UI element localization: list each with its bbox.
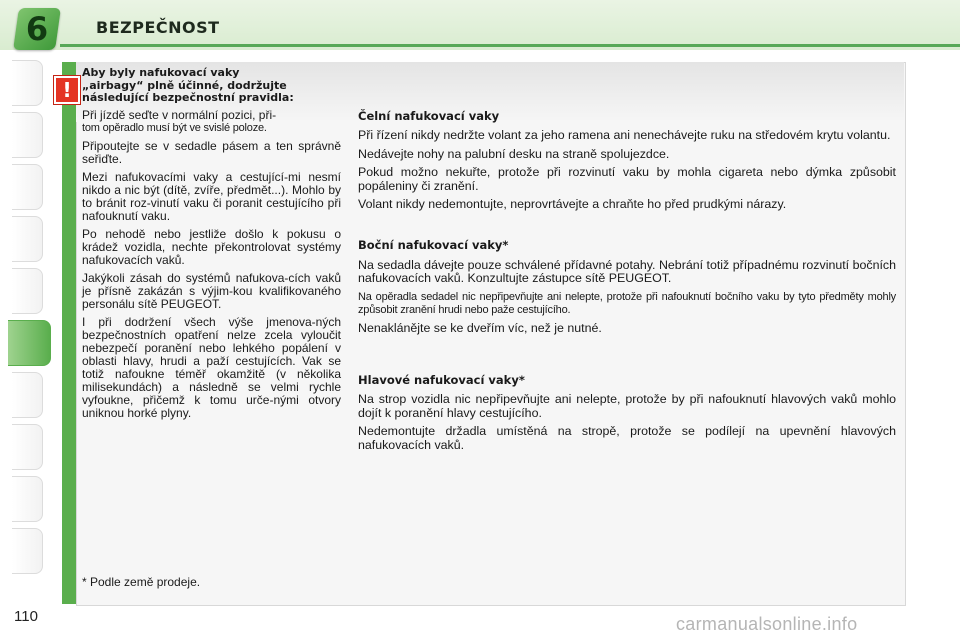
chapter-tab[interactable] [12,476,43,522]
rule-paragraph: Při jízdě seďte v normální pozici, při- [82,107,277,122]
safety-rules-title: Aby byly nafukovací vaky „airbagy“ plně účinné, dodržujte následující bezpečnostní pravidla: [82,66,294,104]
chapter-tab[interactable] [12,528,43,574]
chapter-tab[interactable] [12,372,43,418]
airbag-sections-column [358,110,896,457]
chapter-number: 6 [25,10,49,48]
chapter-title: BEZPEČNOST [96,18,220,37]
curtain-paragraph: Na strop vozidla nic nepřipevňujte ani nelepte, protože by při nafouknutí hlavových vaků mohlo dojít k poranění hlavy cestujícího. [358,392,896,420]
rule-paragraph: Jakýkoli zásah do systémů nafukova-cích vaků je přísně zakázán s výjim-kou kvalifikovaného personálu sítě PEUGEOT. [82,270,341,311]
side-paragraph: Na sedadla dávejte pouze schválené přídavné potahy. Nebrání totiž případnému rozvinutí bočních nafukovacích vaků. Konzultujte zástupce sítě PEUGEOT. [358,257,896,286]
chapter-tab[interactable] [12,268,43,314]
curtain-airbags-heading: Hlavové nafukovací vaky* [358,372,525,387]
rule-paragraph: Mezi nafukovacími vaky a cestující-mi nesmí nikdo a nic být (dítě, zvíře, předmět...). Mohlo by to bránit roz-vinutí vaku či poranit cestujícího při nafouknutí vaku. [82,169,341,223]
front-paragraph: Při řízení nikdy nedržte volant za jeho ramena ani nenechávejte ruku na středovém krytu volantu. [358,128,891,143]
front-paragraph: Pokud možno nekuřte, protože při rozvinutí vaku by mohla cigareta nebo dýmka způsobit popáleniny či zranění. [358,165,896,193]
chapter-tab[interactable] [12,216,43,262]
side-paragraph: Nenaklánějte se ke dveřím víc, než je nutné. [358,321,602,336]
chapter-tab-active[interactable] [8,320,51,366]
rule-paragraph: Po nehodě nebo jestliže došlo k pokusu o krádež vozidla, nechte překontrolovat systémy nafukovacích vaků. [82,226,341,267]
chapter-tab[interactable] [12,164,43,210]
rule-paragraph: Připoutejte se v sedadle pásem a ten správně seřiďte. [82,138,341,166]
header-divider [60,44,960,47]
chapter-tabs [12,60,46,580]
curtain-paragraph: Nedemontujte držadla umístěná na stropě, protože se podílejí na upevnění hlavových nafukovacích vaků. [358,424,896,452]
front-paragraph: Nedávejte nohy na palubní desku na straně spolujezdce. [358,146,670,161]
safety-rules-column [82,67,341,425]
chapter-tab[interactable] [12,60,43,106]
front-paragraph: Volant nikdy nedemontujte, neprovrtávejte a chraňte ho před prudkými nárazy. [358,197,787,212]
exclamation-warning-icon: ! [54,76,80,104]
side-paragraph: Na opěradla sedadel nic nepřipevňujte ani nelepte, protože při nafouknutí bočního vaku by tyto předměty mohly způsobit zranění hrudi nebo paže cestujícího. [358,290,896,317]
footnote: * Podle země prodeje. [82,575,201,589]
page-number: 110 [14,608,38,625]
side-airbags-heading: Boční nafukovací vaky* [358,238,509,253]
rule-paragraph: I při dodržení všech výše jmenova-ných bezpečnostních opatření nelze zcela vyloučit nebezpečí poranění nebo lehkého popálení v oblasti hlavy, hrudi a paží cestujících. Vak se totiž nafoukne téměř okamžitě (v několika milisekundách) a následně se velmi rychle vyfoukne, přičemž k tomu urče-nými otvory uniknou horké plyny. [82,314,341,420]
watermark: carmanualsonline.info [676,614,858,634]
front-airbags-heading: Čelní nafukovací vaky [358,109,500,123]
section-accent-bar [62,62,76,604]
rule-paragraph: tom opěradlo musí být ve svislé poloze. [82,121,267,134]
chapter-tab[interactable] [12,112,43,158]
chapter-tab[interactable] [12,424,43,470]
